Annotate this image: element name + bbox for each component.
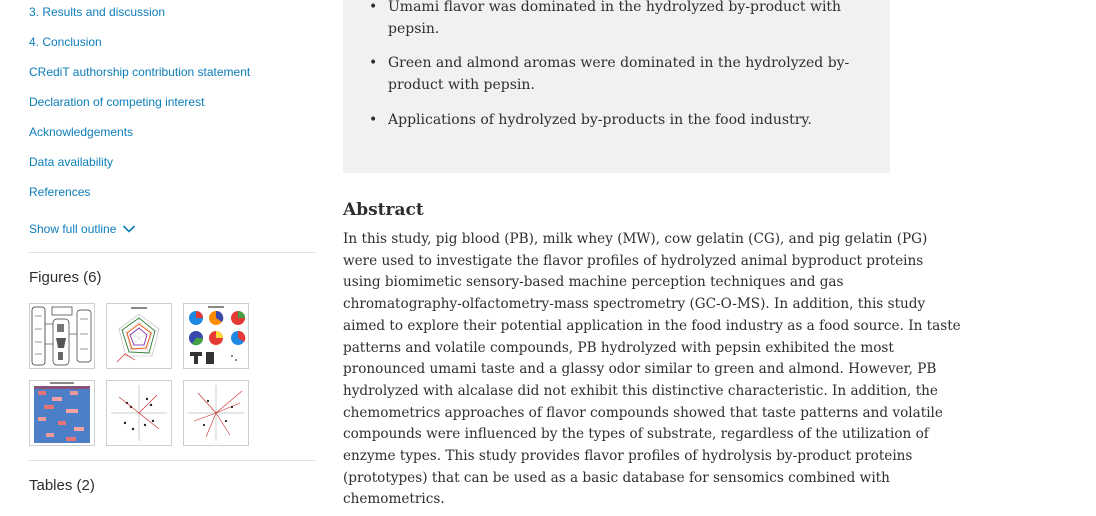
highlight-text-line: pepsin. — [388, 21, 440, 37]
abstract-line: chromatography-olfactometry-mass spectrometry (GC-O-MS). In addition, this study — [343, 296, 926, 313]
abstract-heading: Abstract — [343, 200, 424, 220]
bullet-icon: • — [369, 112, 378, 128]
outline-link-references[interactable]: References — [29, 185, 91, 199]
sidebar-divider — [29, 252, 316, 253]
abstract-line: aimed to explore their potential application in the food industry as a food source. In taste — [343, 317, 961, 334]
figure-thumbnail-2[interactable] — [106, 303, 172, 369]
figure-thumbnail-4[interactable] — [29, 380, 95, 446]
highlight-text-line: Applications of hydrolyzed by-products in the food industry. — [388, 112, 812, 128]
highlight-text-line: product with pepsin. — [388, 77, 535, 93]
figure-thumbnail-1[interactable] — [29, 303, 95, 369]
figure-thumbnail-5[interactable] — [106, 380, 172, 446]
bullet-icon: • — [369, 0, 378, 15]
figure-thumbnail-6[interactable] — [183, 380, 249, 446]
show-full-outline-button[interactable] — [29, 221, 136, 237]
abstract-line: patterns and volatile compounds, PB hydrolyzed with pepsin exhibited the most — [343, 339, 894, 356]
abstract-line: (prototypes) that can be used as a basic database for sensomics combined with — [343, 469, 890, 486]
heatmap-figure-icon — [30, 381, 94, 445]
flowchart-figure-icon — [30, 304, 94, 368]
radar-chart-figure-icon — [107, 304, 171, 368]
outline-link-credit-statement[interactable]: CRediT authorship contribution statement — [29, 65, 251, 79]
biplot-figure-icon — [184, 381, 248, 445]
outline-link-data-availability[interactable]: Data availability — [29, 155, 114, 169]
outline-link-competing-interest[interactable]: Declaration of competing interest — [29, 95, 205, 109]
pie-charts-figure-icon — [184, 304, 248, 368]
abstract-line: were used to investigate the flavor profiles of hydrolyzed animal byproduct proteins — [343, 252, 924, 269]
chevron-down-icon — [122, 224, 136, 234]
abstract-line: compounds were influenced by the types of substrate, regardless of the utilization of — [343, 426, 929, 443]
figures-heading[interactable]: Figures (6) — [29, 269, 102, 286]
highlights-box — [343, 0, 890, 173]
scatter-plot-figure-icon — [107, 381, 171, 445]
abstract-line: chemometrics approaches of flavor compounds showed that taste patterns and volatile — [343, 404, 943, 421]
article-outline-sidebar — [0, 0, 320, 516]
outline-link-acknowledgements[interactable]: Acknowledgements — [29, 125, 134, 139]
bullet-icon: • — [369, 55, 378, 71]
outline-link-results-and-discussion[interactable]: 3. Results and discussion — [29, 5, 166, 19]
sidebar-divider — [29, 460, 316, 461]
tables-heading[interactable]: Tables (2) — [29, 477, 95, 494]
abstract-body — [343, 229, 961, 511]
abstract-line: chemometrics. — [343, 491, 445, 508]
abstract-line: enzyme types. This study provides flavor profiles of hydrolysis by-product proteins — [343, 448, 913, 465]
abstract-line: hydrolyzed with alcalase did not exhibit this distinctive characteristic. In addition, the — [343, 382, 938, 399]
abstract-line: In this study, pig blood (PB), milk whey (MW), cow gelatin (CG), and pig gelatin (PG) — [343, 231, 928, 247]
highlight-text-line: Umami flavor was dominated in the hydrolyzed by-product with — [388, 0, 842, 15]
outline-link-conclusion[interactable]: 4. Conclusion — [29, 35, 102, 49]
abstract-line: using biomimetic sensory-based machine perception techniques and gas — [343, 274, 844, 291]
show-full-outline-label: Show full outline — [29, 222, 117, 236]
figure-thumbnail-3[interactable] — [183, 303, 249, 369]
abstract-line: pronounced umami taste and a glassy odor similar to green and almond. However, PB — [343, 361, 937, 378]
highlight-text-line: Green and almond aromas were dominated in the hydrolyzed by- — [388, 55, 850, 71]
